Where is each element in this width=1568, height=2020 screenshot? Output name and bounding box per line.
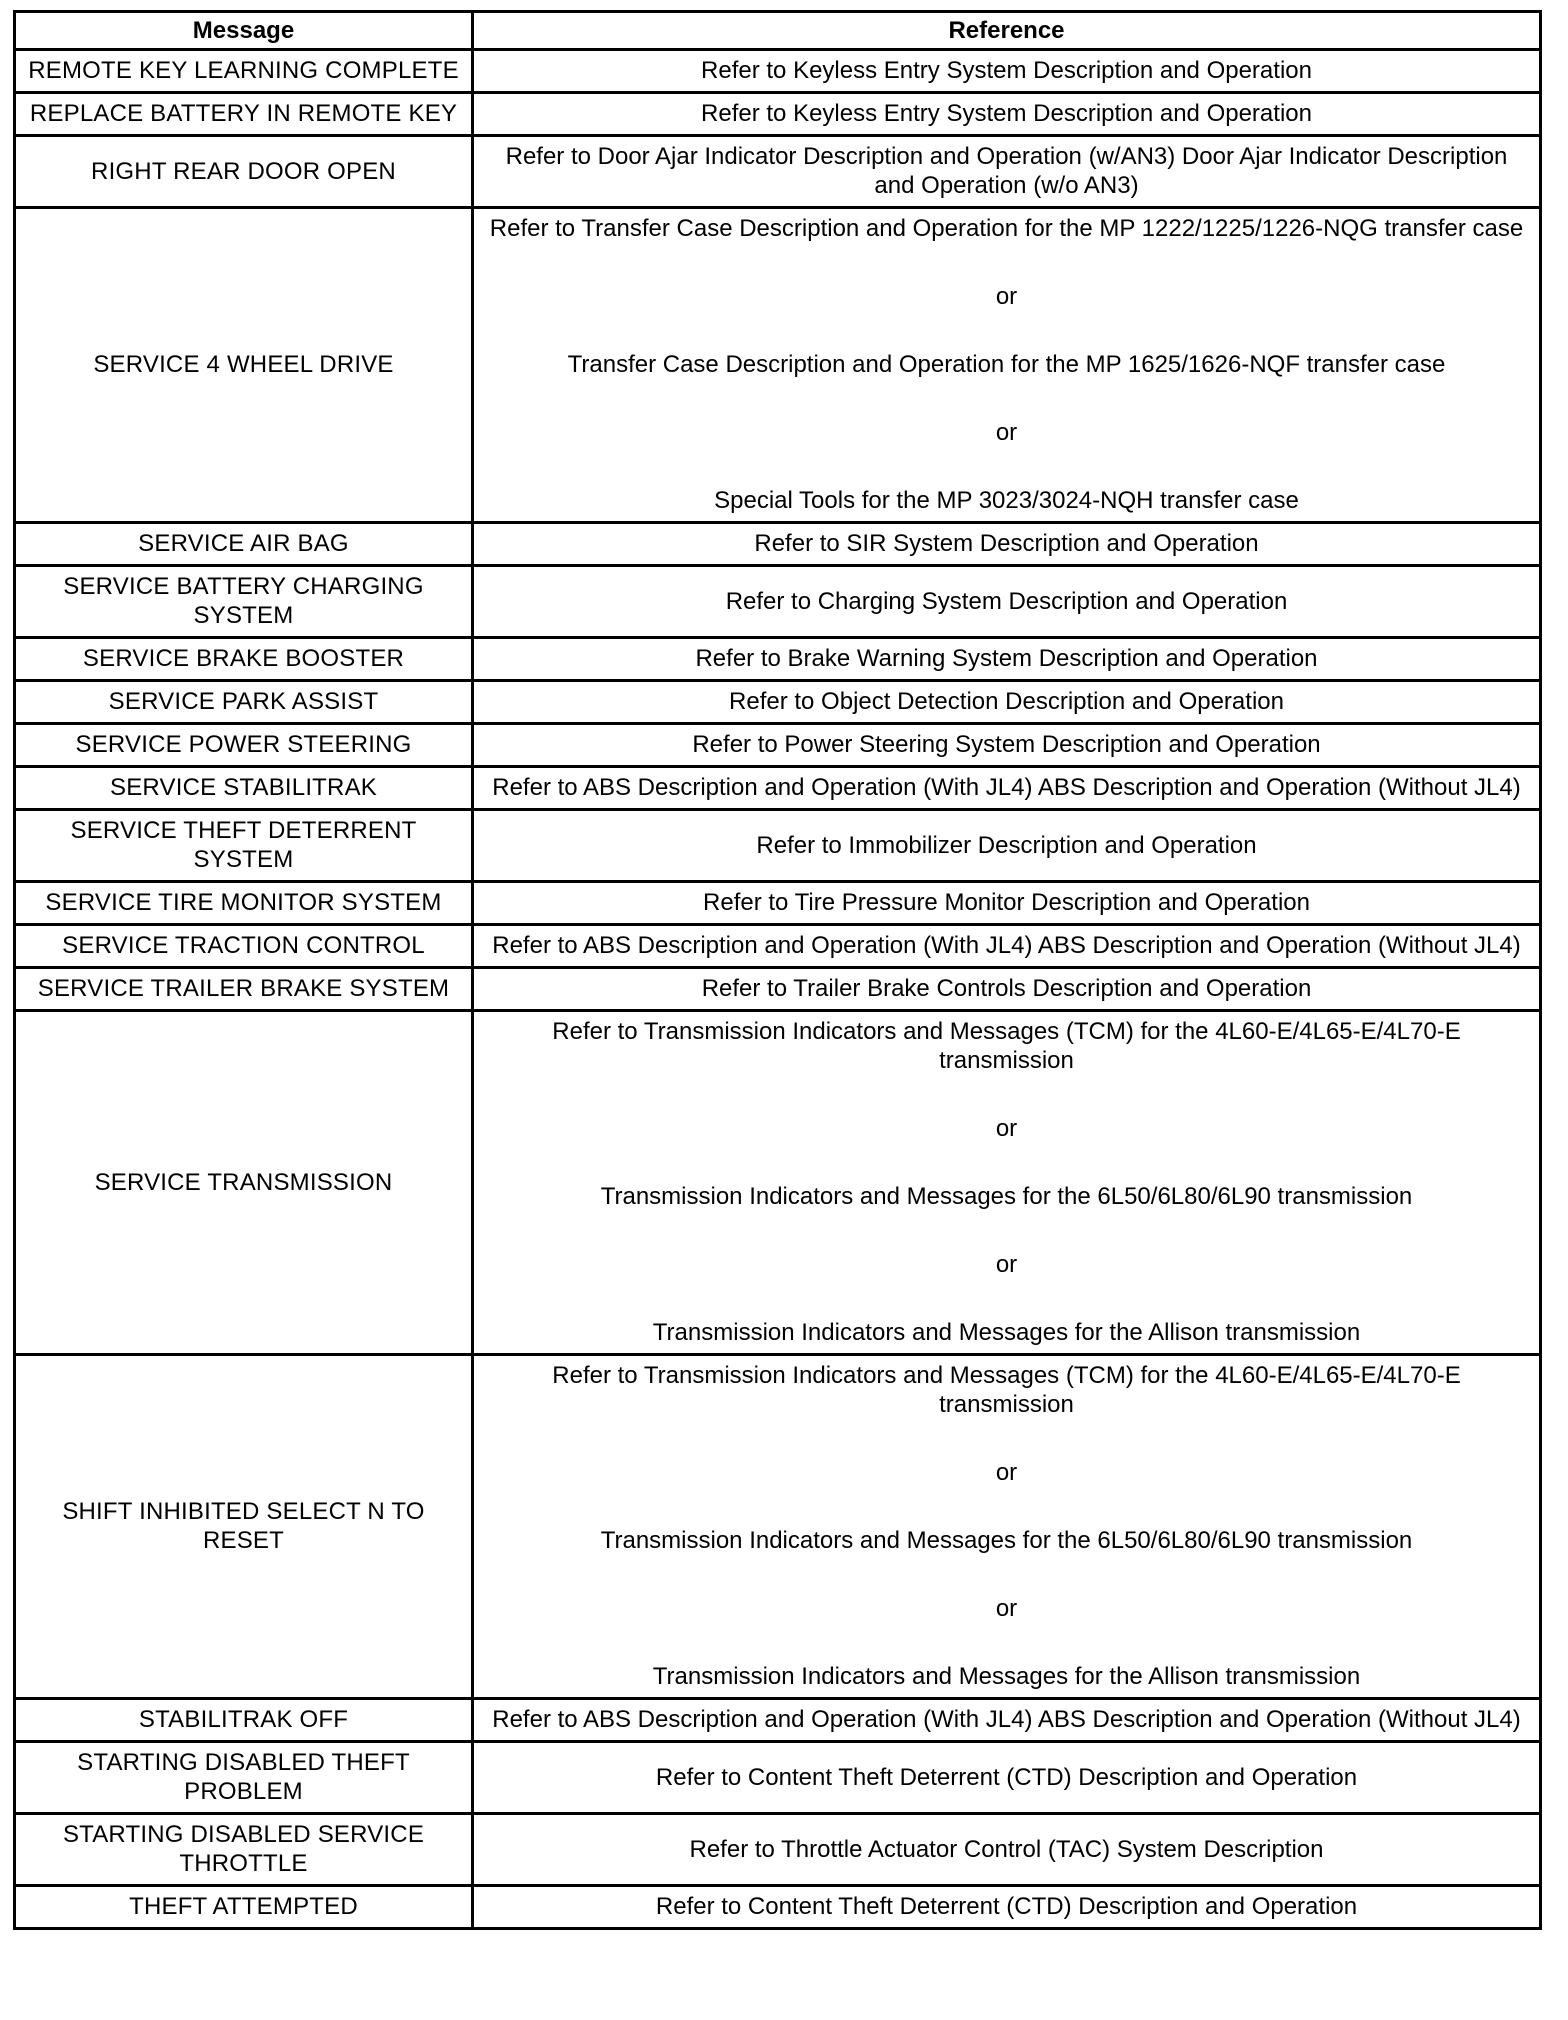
reference-gap (484, 1555, 1529, 1594)
message-cell: STARTING DISABLED SERVICE THROTTLE (15, 1814, 473, 1886)
message-reference-table (13, 10, 1542, 1930)
reference-text: Refer to ABS Description and Operation (With JL4) ABS Description and Operation (Without JL4) (492, 932, 1521, 959)
reference-or: or (995, 1459, 1018, 1486)
reference-cell (473, 1011, 1541, 1355)
reference-text: Refer to Charging System Description and Operation (725, 587, 1288, 615)
reference-cell (473, 925, 1541, 968)
reference-or: or (995, 1251, 1018, 1278)
reference-cell (473, 523, 1541, 566)
table-row (15, 208, 1541, 523)
reference-gap (484, 1487, 1529, 1526)
table-row (15, 724, 1541, 767)
message-cell: SERVICE TRANSMISSION (15, 1011, 473, 1355)
reference-gap (484, 1623, 1529, 1662)
reference-text: Refer to Immobilizer Description and Operation (756, 831, 1257, 859)
header-row (15, 12, 1541, 50)
message-cell: SERVICE THEFT DETERRENT SYSTEM (15, 810, 473, 882)
reference-text: Transmission Indicators and Messages for the 6L50/6L80/6L90 transmission (600, 1183, 1413, 1210)
reference-or: or (995, 419, 1018, 446)
reference-text: Transfer Case Description and Operation for the MP 1625/1626-NQF transfer case (567, 351, 1446, 378)
reference-cell (473, 1699, 1541, 1742)
table-row (15, 1886, 1541, 1929)
table-row (15, 810, 1541, 882)
reference-text: Refer to Door Ajar Indicator Description and Operation (w/AN3) Door Ajar Indicator Description and Operation (w/o AN3) (505, 143, 1508, 199)
reference-text: Refer to Transfer Case Description and Operation for the MP 1222/1225/1226-NQG transfer case (489, 215, 1524, 242)
reference-gap (484, 1211, 1529, 1250)
reference-text: Refer to Throttle Actuator Control (TAC) System Description (689, 1835, 1324, 1863)
message-cell: SERVICE TRACTION CONTROL (15, 925, 473, 968)
message-cell: SERVICE TIRE MONITOR SYSTEM (15, 882, 473, 925)
reference-cell (473, 810, 1541, 882)
table-row (15, 681, 1541, 724)
table-header (15, 12, 1541, 50)
column-header-message: Message (15, 12, 473, 50)
message-cell: SERVICE AIR BAG (15, 523, 473, 566)
reference-text: Refer to Content Theft Deterrent (CTD) Description and Operation (655, 1763, 1358, 1791)
table-row (15, 638, 1541, 681)
table-row (15, 136, 1541, 208)
reference-cell (473, 1814, 1541, 1886)
table-row (15, 566, 1541, 638)
reference-gap (484, 1143, 1529, 1182)
table-row (15, 1355, 1541, 1699)
table-row (15, 1011, 1541, 1355)
reference-text: Refer to Trailer Brake Controls Description and Operation (701, 975, 1312, 1002)
message-cell: STABILITRAK OFF (15, 1699, 473, 1742)
reference-cell (473, 50, 1541, 93)
reference-or: or (995, 1115, 1018, 1142)
reference-gap (484, 379, 1529, 418)
table-row (15, 1742, 1541, 1814)
reference-gap (484, 447, 1529, 486)
message-cell: SERVICE PARK ASSIST (15, 681, 473, 724)
table-row (15, 50, 1541, 93)
reference-cell (473, 681, 1541, 724)
reference-gap (484, 1419, 1529, 1458)
reference-cell (473, 1355, 1541, 1699)
message-cell: RIGHT REAR DOOR OPEN (15, 136, 473, 208)
message-cell: SERVICE POWER STEERING (15, 724, 473, 767)
reference-text: Refer to SIR System Description and Operation (754, 530, 1259, 557)
reference-text: Refer to ABS Description and Operation (With JL4) ABS Description and Operation (Without JL4) (492, 1706, 1521, 1733)
table-body (15, 50, 1541, 1929)
message-cell: REMOTE KEY LEARNING COMPLETE (15, 50, 473, 93)
table-row (15, 93, 1541, 136)
table-row (15, 1699, 1541, 1742)
reference-or: or (995, 283, 1018, 310)
reference-gap (484, 243, 1529, 282)
reference-text: Transmission Indicators and Messages for the 6L50/6L80/6L90 transmission (600, 1527, 1413, 1554)
reference-gap (484, 1279, 1529, 1318)
reference-cell (473, 566, 1541, 638)
table-row (15, 1814, 1541, 1886)
reference-cell (473, 1742, 1541, 1814)
reference-or: or (995, 1595, 1018, 1622)
reference-text: Refer to Tire Pressure Monitor Description and Operation (703, 889, 1310, 916)
reference-cell (473, 1886, 1541, 1929)
message-cell: SERVICE BRAKE BOOSTER (15, 638, 473, 681)
message-cell: REPLACE BATTERY IN REMOTE KEY (15, 93, 473, 136)
reference-cell (473, 93, 1541, 136)
reference-cell (473, 724, 1541, 767)
message-cell: STARTING DISABLED THEFT PROBLEM (15, 1742, 473, 1814)
message-cell: THEFT ATTEMPTED (15, 1886, 473, 1929)
reference-cell (473, 136, 1541, 208)
message-cell: SERVICE 4 WHEEL DRIVE (15, 208, 473, 523)
reference-text: Transmission Indicators and Messages for the Allison transmission (652, 1663, 1361, 1690)
table-row (15, 882, 1541, 925)
reference-text: Refer to Brake Warning System Description and Operation (695, 645, 1318, 672)
reference-text: Refer to ABS Description and Operation (With JL4) ABS Description and Operation (Without JL4) (492, 774, 1521, 801)
reference-text: Refer to Transmission Indicators and Messages (TCM) for the 4L60-E/4L65-E/4L70-E transmission (552, 1018, 1461, 1074)
reference-gap (484, 1075, 1529, 1114)
message-cell: SHIFT INHIBITED SELECT N TO RESET (15, 1355, 473, 1699)
table-row (15, 925, 1541, 968)
table-row (15, 968, 1541, 1011)
reference-cell (473, 882, 1541, 925)
reference-text: Refer to Content Theft Deterrent (CTD) Description and Operation (655, 1893, 1358, 1920)
reference-cell (473, 767, 1541, 810)
column-header-reference: Reference (473, 12, 1541, 50)
message-cell: SERVICE TRAILER BRAKE SYSTEM (15, 968, 473, 1011)
reference-text: Special Tools for the MP 3023/3024-NQH transfer case (714, 487, 1299, 514)
reference-text: Refer to Power Steering System Description and Operation (692, 731, 1321, 758)
table-row (15, 523, 1541, 566)
reference-cell (473, 968, 1541, 1011)
reference-text: Refer to Keyless Entry System Description and Operation (701, 100, 1312, 127)
message-cell: SERVICE STABILITRAK (15, 767, 473, 810)
reference-cell (473, 208, 1541, 523)
reference-cell (473, 638, 1541, 681)
reference-text: Transmission Indicators and Messages for the Allison transmission (652, 1319, 1361, 1346)
table-row (15, 767, 1541, 810)
message-cell: SERVICE BATTERY CHARGING SYSTEM (15, 566, 473, 638)
reference-gap (484, 311, 1529, 350)
reference-text: Refer to Keyless Entry System Description and Operation (701, 57, 1312, 84)
reference-text: Refer to Transmission Indicators and Messages (TCM) for the 4L60-E/4L65-E/4L70-E transmission (552, 1362, 1461, 1418)
reference-text: Refer to Object Detection Description and Operation (729, 688, 1284, 715)
